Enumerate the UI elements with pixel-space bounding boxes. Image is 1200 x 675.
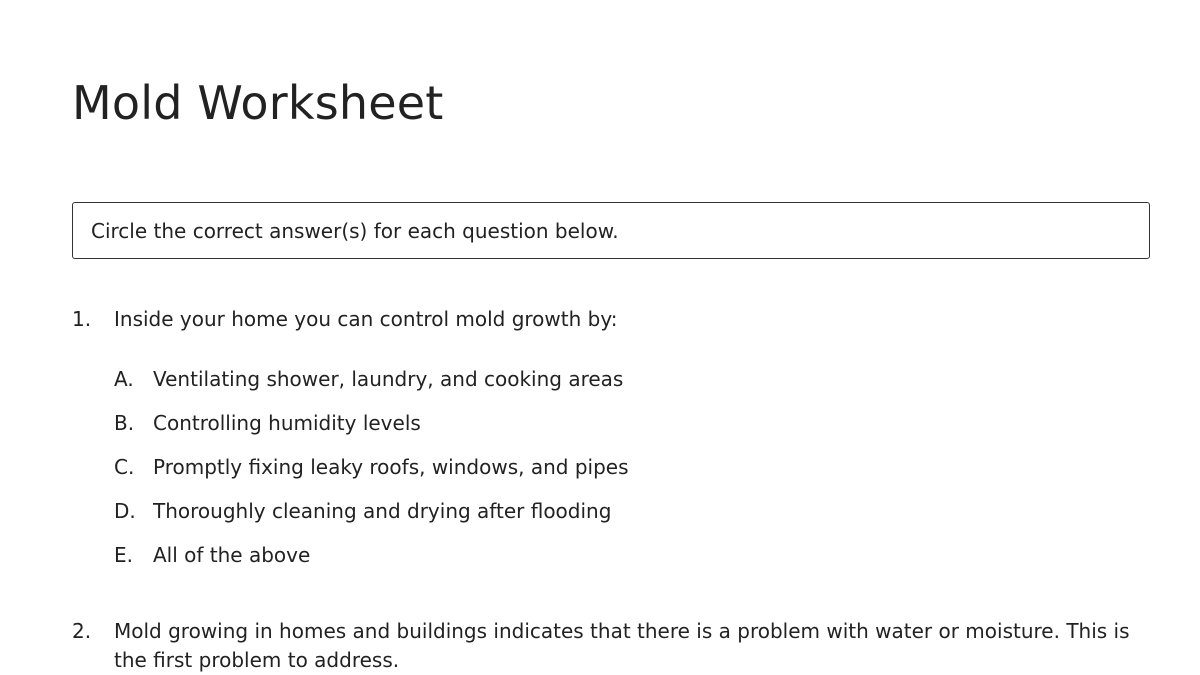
answer-option-d[interactable]: [114, 497, 629, 526]
option-text: Ventilating shower, laundry, and cooking areas: [153, 367, 624, 391]
question-1: [72, 305, 1150, 334]
option-text: All of the above: [153, 543, 311, 567]
question-text: Mold growing in homes and buildings indicates that there is a problem with water or moisture. This is the first problem to address.: [114, 619, 1130, 672]
question-text: Inside your home you can control mold growth by:: [114, 307, 618, 331]
question-1-options: [114, 365, 629, 585]
answer-option-e[interactable]: [114, 541, 629, 570]
answer-option-c[interactable]: [114, 453, 629, 482]
question-2: [72, 617, 1150, 675]
instruction-box: [72, 202, 1150, 259]
answer-option-b[interactable]: [114, 409, 629, 438]
option-text: Promptly fixing leaky roofs, windows, and pipes: [153, 455, 629, 479]
option-letter: B.: [114, 411, 135, 435]
option-letter: D.: [114, 499, 136, 523]
option-text: Thoroughly cleaning and drying after flooding: [153, 499, 612, 523]
option-letter: E.: [114, 543, 133, 567]
page-title: Mold Worksheet: [72, 76, 444, 130]
instruction-text: Circle the correct answer(s) for each question below.: [91, 218, 619, 243]
option-text: Controlling humidity levels: [153, 411, 421, 435]
question-number: 1.: [72, 307, 92, 331]
option-letter: A.: [114, 367, 134, 391]
question-number: 2.: [72, 619, 92, 643]
option-letter: C.: [114, 455, 135, 479]
answer-option-a[interactable]: [114, 365, 629, 394]
